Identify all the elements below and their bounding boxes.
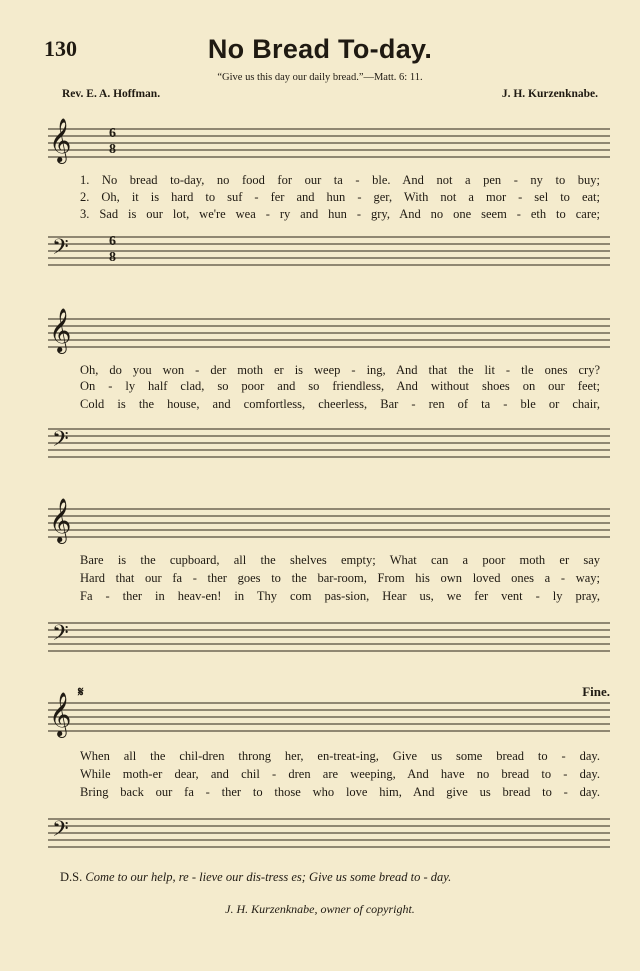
treble-staff — [48, 498, 610, 542]
bass-clef-icon: 𝄢 — [52, 427, 69, 457]
lyric-line: When all the chil-dren throng her, en-treat-ing, Give us some bread to - day. — [80, 749, 600, 763]
lyric-line: Cold is the house, and comfortless, cheerless, Bar - ren of ta - ble or chair, — [80, 397, 600, 411]
lyric-line: Hard that our fa - ther goes to the bar-room, From his own loved ones a - way; — [80, 571, 600, 585]
time-signature: 6 8 — [109, 234, 116, 265]
treble-staff — [48, 308, 610, 352]
treble-clef-icon: 𝄞 — [49, 692, 72, 736]
staff-lines — [48, 702, 610, 734]
bass-clef-icon: 𝄢 — [52, 235, 69, 265]
staff-lines — [48, 236, 610, 268]
treble-staff — [48, 692, 610, 736]
bass-staff — [48, 622, 610, 654]
staff-lines — [48, 508, 610, 540]
lyric-line: Fa - ther in heav-en! in Thy com pas-sion, Hear us, we fer vent - ly pray, — [80, 589, 600, 603]
lyric-line: While moth-er dear, and chil - dren are weeping, And have no bread to - day. — [80, 767, 600, 781]
lyric-line: Bring back our fa - ther to those who love him, And give us bread to - day. — [80, 785, 600, 799]
lyric-line: 3. Sad is our lot, we're wea - ry and hun - gry, And no one seem - eth to care; — [80, 207, 600, 221]
segno-sign-icon: 𝄋 — [78, 684, 84, 699]
lyric-line: 2. Oh, it is hard to suf - fer and hun - ger, With not a mor - sel to eat; — [80, 190, 600, 204]
staff-lines — [48, 428, 610, 460]
ds-label: D.S. — [60, 870, 83, 884]
staff-lines — [48, 818, 610, 850]
bass-clef-icon: 𝄢 — [52, 817, 69, 847]
bass-staff — [48, 236, 610, 268]
page-number: 130 — [44, 36, 77, 61]
lyric-line: Oh, do you won - der moth er is weep - ing, And that the lit - tle ones cry? — [80, 363, 600, 377]
copyright-notice: J. H. Kurzenknabe, owner of copyright. — [225, 902, 415, 916]
staff-lines — [48, 128, 610, 160]
dal-segno-line — [60, 870, 588, 885]
composer-credit: J. H. Kurzenknabe. — [501, 88, 598, 100]
staff-lines — [48, 318, 610, 350]
lyric-line: On - ly half clad, so poor and so friendless, And without shoes on our feet; — [80, 379, 600, 393]
lyric-line: 1. No bread to-day, no food for our ta - ble. And not a pen - ny to buy; — [80, 173, 600, 187]
treble-clef-icon: 𝄞 — [49, 118, 72, 162]
treble-clef-icon: 𝄞 — [49, 498, 72, 542]
bass-staff — [48, 428, 610, 460]
lyric-line: Bare is the cupboard, all the shelves empty; What can a poor moth er say — [80, 553, 600, 567]
fine-marker: Fine. — [582, 684, 610, 699]
staff-lines — [48, 622, 610, 654]
hymn-title: No Bread To-day. — [207, 34, 433, 64]
treble-staff — [48, 118, 610, 162]
time-signature: 6 8 — [109, 126, 116, 157]
bass-staff — [48, 818, 610, 850]
treble-clef-icon: 𝄞 — [49, 308, 72, 352]
scripture-epigraph: “Give us this day our daily bread.”—Matt. 6: 11. — [217, 72, 423, 83]
bass-clef-icon: 𝄢 — [52, 621, 69, 651]
ds-text: Come to our help, re - lieve our dis-tress es; Give us some bread to - day. — [85, 870, 452, 884]
lyricist-credit: Rev. E. A. Hoffman. — [62, 88, 161, 100]
